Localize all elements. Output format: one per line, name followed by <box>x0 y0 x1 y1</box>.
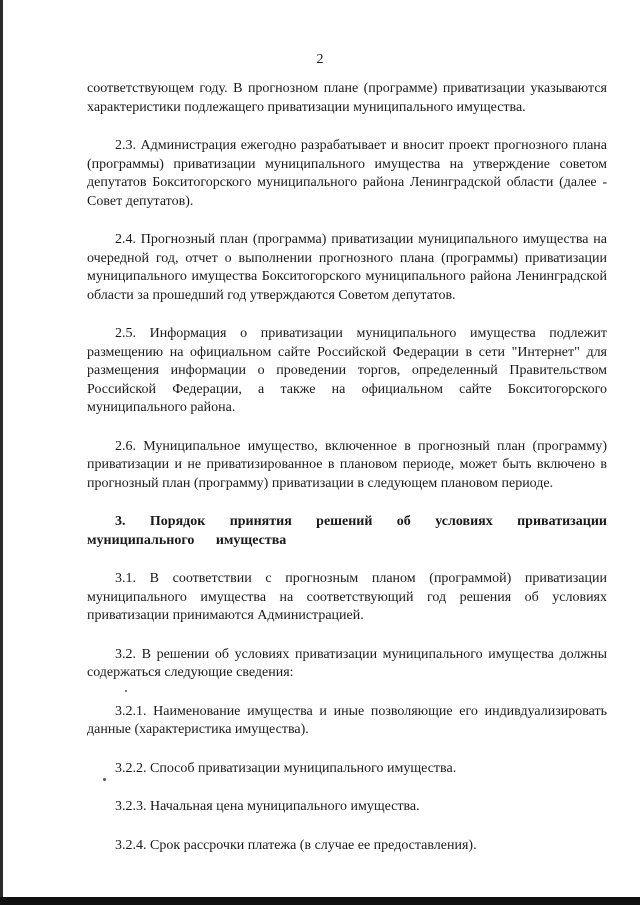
page-number: 2 <box>316 52 324 67</box>
paragraph-3-2-4: 3.2.4. Срок рассрочки платежа (в случае ее предоставления). <box>115 837 477 853</box>
paragraph-continuation: соответствующем году. В прогнозном плане (программе) приватизации указываются характеристики подлежащего приватизации муниципального имущества. <box>87 81 607 115</box>
document-body <box>87 80 607 875</box>
paragraph-2-3: 2.3. Администрация ежегодно разрабатывает и вносит проект прогнозного плана (программы) приватизации муниципального имущества на утверждение советом депутатов Бокситогорского муниципального района Ленинградской области (далее - Совет депутатов). <box>87 138 607 209</box>
paragraph-3-1: 3.1. В соответствии с прогнозным планом (программой) приватизации муниципального имущества на соответствующий год решения об условиях приватизации принимаются Администрацией. <box>87 571 607 623</box>
paragraph-3-2-2: 3.2.2. Способ приватизации муниципального имущества. <box>115 760 457 776</box>
paragraph-3-2-1: 3.2.1. Наименование имущества и иные позволяющие его индивдуализировать данные (характеристика имущества). <box>87 703 607 737</box>
paragraph-2-5: 2.5. Информация о приватизации муниципального имущества подлежит размещению на официальном сайте Российской Федерации в сети "Интернет" для размещения информации о проведении торгов, определенный Правительством Российской Федерации, а также на официальном сайте Бокситогорского муниципального района. <box>87 326 607 415</box>
paragraph-3-2: 3.2. В решении об условиях приватизации муниципального имущества должны содержаться следующие сведения: <box>87 646 607 680</box>
scan-bottom-edge <box>0 897 640 905</box>
scan-left-edge <box>0 0 3 905</box>
paragraph-2-6: 2.6. Муниципальное имущество, включенное в прогнозный план (программу) приватизации и не приватизированное в плановом периоде, может быть включено в прогнозный план (программу) приватизации в следующем плановом периоде. <box>87 438 607 491</box>
section-3-heading: 3. Порядок принятия решений об условиях приватизации муниципального имущества <box>87 514 607 548</box>
paragraph-3-2-3: 3.2.3. Начальная цена муниципального имущества. <box>115 799 420 814</box>
paragraph-2-4: 2.4. Прогнозный план (программа) приватизации муниципального имущества на очередной год, отчет о выполнении прогнозного плана (программы) приватизации муниципального имущества Бокситогорского муниципального района Ленинградской области за прошедший год утверждаются Советом депутатов. <box>87 232 607 303</box>
